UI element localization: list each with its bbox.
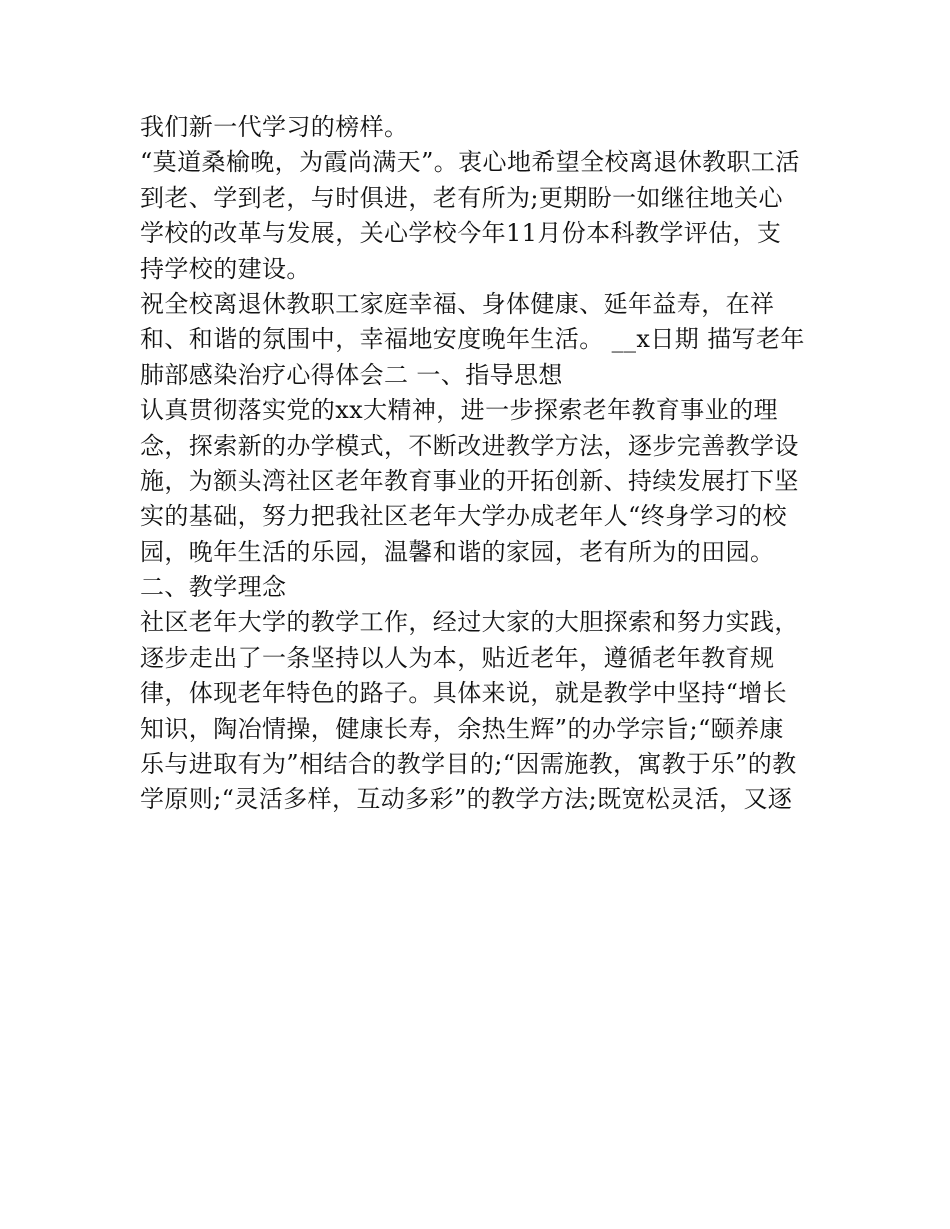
text-line: 持学校的建设。 — [140, 254, 311, 283]
text-line: 园，晚年生活的乐园，温馨和谐的家园，老有所为的田园。 — [140, 537, 775, 566]
text-line: 施，为额头湾社区老年教育事业的开拓创新、持续发展打下坚 — [140, 466, 799, 495]
section-heading: 肺部感染治疗心得体会二 一、指导思想 — [140, 360, 563, 389]
text-line: 逐步走出了一条坚持以人为本，贴近老年，遵循老年教育规 — [140, 643, 775, 672]
text-line: 我们新一代学习的榜样。 — [140, 113, 409, 141]
document-body — [140, 110, 820, 818]
text-line: 乐与进取有为”相结合的教学目的;“因需施教，寓教于乐”的教 — [140, 750, 797, 779]
text-line: 实的基础，努力把我社区老年大学办成老年人“终身学习的校 — [140, 502, 788, 531]
text-line: “莫道桑榆晚，为霞尚满天”。衷心地希望全校离退休教职工活 — [140, 148, 800, 177]
text-line: 律，体现老年特色的路子。具体来说，就是教学中坚持“增长 — [140, 679, 788, 708]
text-line: 祝全校离退休教职工家庭幸福、身体健康、延年益寿，在祥 — [140, 289, 775, 318]
text-line: 学原则;“灵活多样，互动多彩”的教学方法;既宽松灵活，又逐 — [140, 785, 793, 814]
text-line: 念，探索新的办学模式，不断改进教学方法，逐步完善教学设 — [140, 431, 799, 460]
text-line: 知识，陶冶情操，健康长寿，余热生辉”的办学宗旨;“颐养康 — [140, 714, 784, 743]
text-line: 社区老年大学的教学工作，经过大家的大胆探索和努力实践， — [140, 608, 799, 637]
section-heading: 二、教学理念 — [140, 573, 287, 602]
text-line: 到老、学到老，与时俱进，老有所为;更期盼一如继往地关心 — [140, 183, 783, 212]
text-line: 和、和谐的氛围中，幸福地安度晚年生活。 __x日期 描写老年 — [140, 325, 805, 354]
text-line: 认真贯彻落实党的xx大精神，进一步探索老年教育事业的理 — [140, 396, 778, 425]
text-line: 学校的改革与发展，关心学校今年11月份本科教学评估，支 — [140, 219, 782, 248]
